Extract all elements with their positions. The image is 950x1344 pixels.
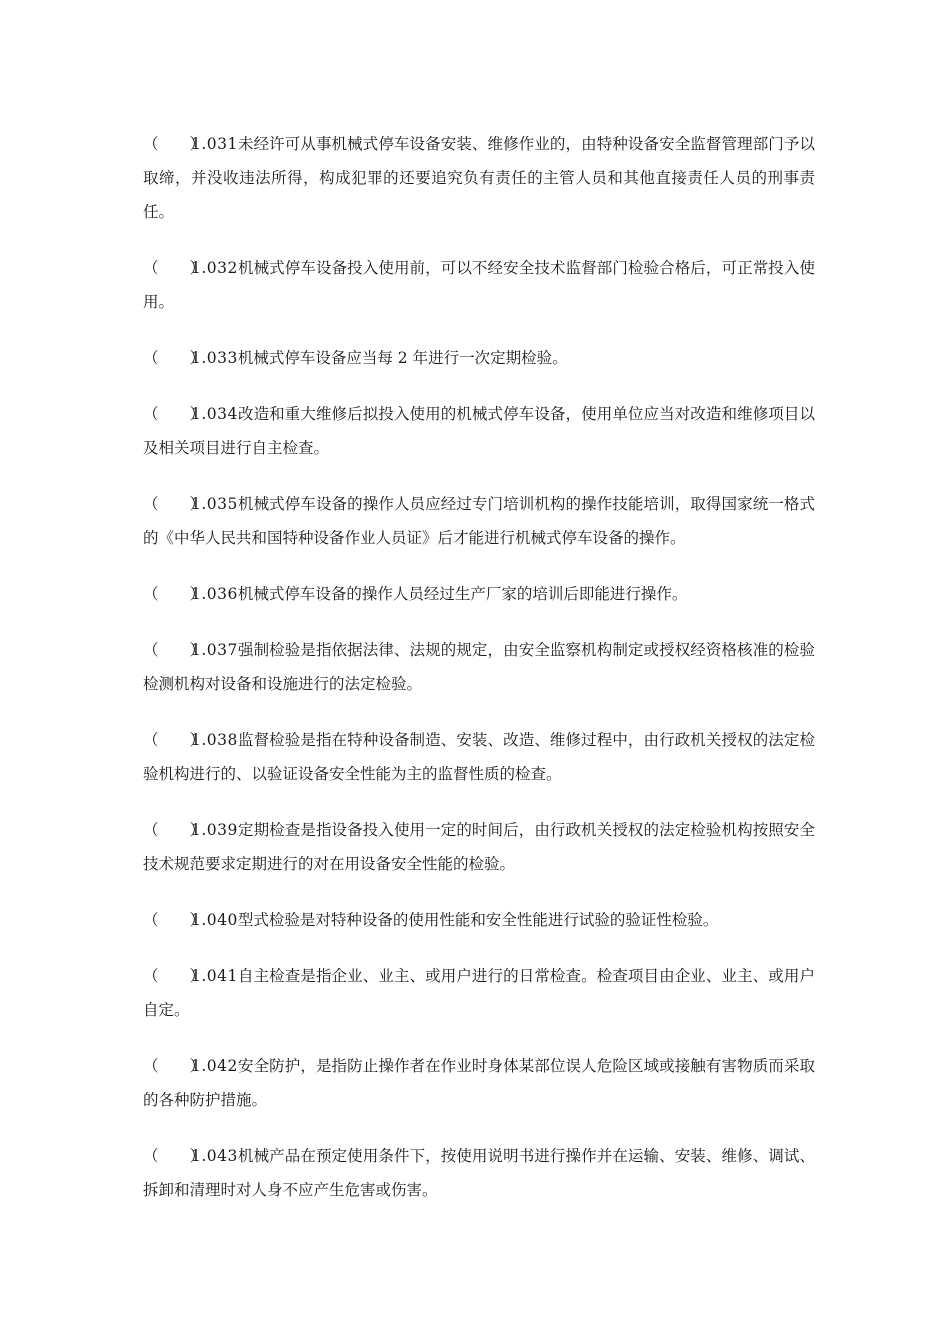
question-item (143, 959, 815, 1027)
answer-blank[interactable]: （ ） (143, 259, 206, 277)
question-item (143, 251, 815, 319)
question-item (143, 577, 815, 611)
question-number: 1.041 (191, 967, 238, 985)
question-number: 1.031 (191, 135, 238, 153)
question-text: 未经许可从事机械式停车设备安装、维修作业的，由特种设备安全监督管理部门予以取缔，并没收违法所得，构成犯罪的还要追究负有责任的主管人员和其他直接责任人员的刑事责任。 (143, 135, 815, 221)
question-item (143, 813, 815, 881)
question-text: 机械式停车设备的操作人员应经过专门培训机构的操作技能培训，取得国家统一格式的《中华人民共和国特种设备作业人员证》后才能进行机械式停车设备的操作。 (143, 495, 815, 547)
question-text: 型式检验是对特种设备的使用性能和安全性能进行试验的验证性检验。 (237, 911, 719, 929)
question-list (143, 127, 815, 1229)
question-number: 1.032 (191, 259, 238, 277)
answer-blank[interactable]: （ ） (143, 1057, 206, 1075)
question-item (143, 633, 815, 701)
question-text: 机械式停车设备的操作人员经过生产厂家的培训后即能进行操作。 (237, 585, 688, 603)
question-number: 1.039 (191, 821, 238, 839)
answer-blank[interactable]: （ ） (143, 911, 206, 929)
answer-blank[interactable]: （ ） (143, 967, 206, 985)
question-number: 1.042 (191, 1057, 238, 1075)
question-item (143, 397, 815, 465)
question-item (143, 1049, 815, 1117)
question-number: 1.040 (191, 911, 238, 929)
question-text: 改造和重大维修后拟投入使用的机械式停车设备，使用单位应当对改造和维修项目以及相关项目进行自主检查。 (143, 405, 815, 457)
question-number: 1.043 (191, 1147, 238, 1165)
answer-blank[interactable]: （ ） (143, 135, 206, 153)
question-number: 1.035 (191, 495, 238, 513)
answer-blank[interactable]: （ ） (143, 1147, 206, 1165)
question-item (143, 903, 815, 937)
question-item (143, 341, 815, 375)
answer-blank[interactable]: （ ） (143, 641, 206, 659)
answer-blank[interactable]: （ ） (143, 731, 206, 749)
answer-blank[interactable]: （ ） (143, 821, 206, 839)
answer-blank[interactable]: （ ） (143, 349, 206, 367)
answer-blank[interactable]: （ ） (143, 495, 206, 513)
question-text: 强制检验是指依据法律、法规的规定，由安全监察机构制定或授权经资格核准的检验检测机构对设备和设施进行的法定检验。 (143, 641, 815, 693)
question-text: 监督检验是指在特种设备制造、安装、改造、维修过程中，由行政机关授权的法定检验机构进行的、以验证设备安全性能为主的监督性质的检查。 (143, 731, 815, 783)
question-text: 机械式停车设备应当每 2 年进行一次定期检验。 (237, 349, 568, 367)
question-text: 安全防护，是指防止操作者在作业时身体某部位误人危险区域或接触有害物质而采取的各种防护措施。 (143, 1057, 815, 1109)
question-number: 1.037 (191, 641, 238, 659)
answer-blank[interactable]: （ ） (143, 585, 206, 603)
answer-blank[interactable]: （ ） (143, 405, 206, 423)
question-number: 1.033 (191, 349, 238, 367)
question-text: 自主检查是指企业、业主、或用户进行的日常检查。检查项目由企业、业主、或用户自定。 (143, 967, 815, 1019)
question-item (143, 487, 815, 555)
question-number: 1.034 (191, 405, 238, 423)
question-item (143, 127, 815, 229)
question-number: 1.036 (191, 585, 238, 603)
question-item (143, 1139, 815, 1207)
question-text: 定期检查是指设备投入使用一定的时间后，由行政机关授权的法定检验机构按照安全技术规范要求定期进行的对在用设备安全性能的检验。 (143, 821, 815, 873)
question-number: 1.038 (191, 731, 238, 749)
question-item (143, 723, 815, 791)
question-text: 机械式停车设备投入使用前，可以不经安全技术监督部门检验合格后，可正常投入使用。 (143, 259, 815, 311)
question-text: 机械产品在预定使用条件下，按使用说明书进行操作并在运输、安装、维修、调试、拆卸和清理时对人身不应产生危害或伤害。 (143, 1147, 815, 1199)
